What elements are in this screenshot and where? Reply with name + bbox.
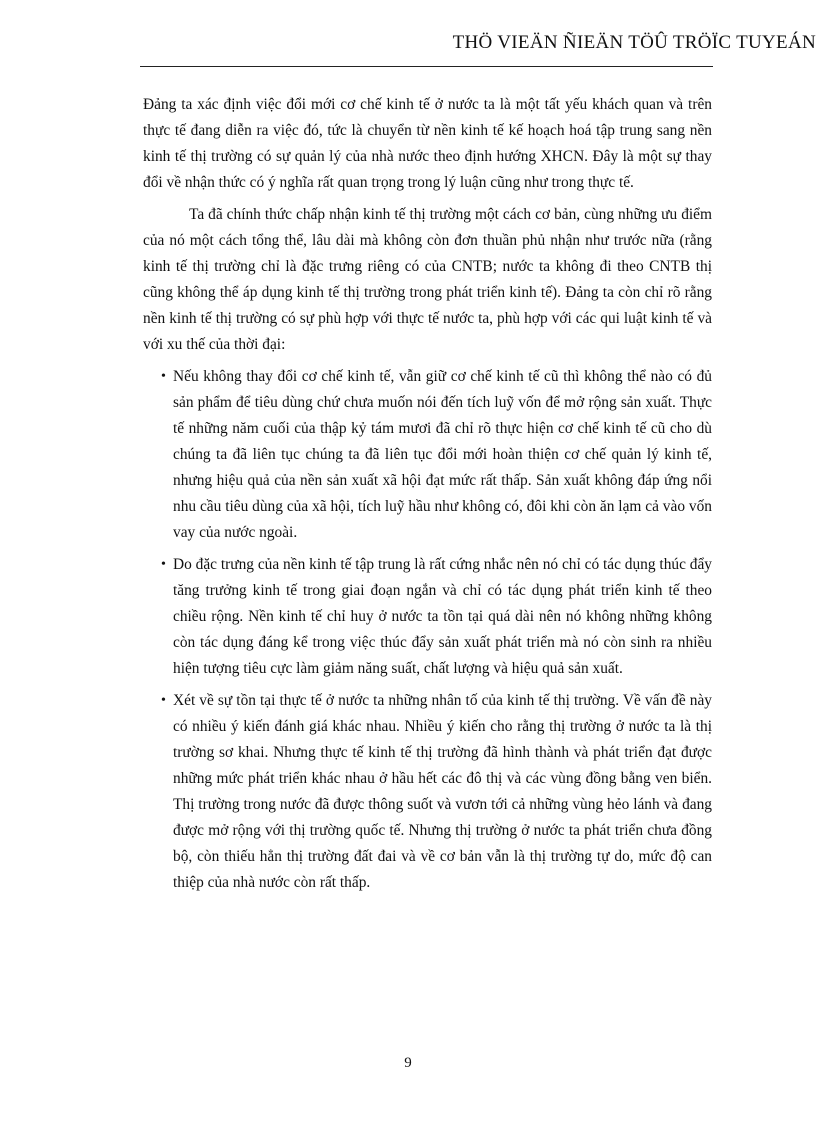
body-paragraph: Ta đã chính thức chấp nhận kinh tế thị trường một cách cơ bản, cùng những ưu điểm của nó một cách tổng thể, lâu dài mà không còn đơn thuần phủ nhận như trước nữa (rằng kinh tế thị trường chỉ là đặc trưng riêng có của CNTB; nước ta không đi theo CNTB thị cũng không thể áp dụng kinh tế thị trường trong phát triển kinh tế). Đảng ta còn chỉ rõ rằng nền kinh tế thị trường có sự phù hợp với thực tế nước ta, phù hợp với các qui luật kinh tế và với xu thế của thời đại: (143, 206, 712, 353)
bullet-dot-icon: • (161, 557, 166, 572)
bullet-text: Do đặc trưng của nền kinh tế tập trung là rất cứng nhắc nên nó chỉ có tác dụng thúc đẩy tăng trưởng kinh tế trong giai đoạn ngắn và chỉ có tác dụng phát triển kinh tế theo chiều rộng. Nền kinh tế chỉ huy ở nước ta tồn tại quá dài nên nó không những không còn tác dụng đáng kể trong việc thúc đẩy sản xuất phát triển mà nó còn sinh ra nhiều hiện tượng tiêu cực làm giảm năng suất, chất lượng và hiệu quả sản xuất. (173, 556, 712, 677)
bullet-text: Nếu không thay đổi cơ chế kinh tế, vẫn giữ cơ chế kinh tế cũ thì không thể nào có đủ sản phẩm để tiêu dùng chứ chưa muốn nói đến tích luỹ vốn để mở rộng sản xuất. Thực tế những năm cuối của thập kỷ tám mươi đã chỉ rõ thực hiện cơ chế kinh tế cũ cho dù chúng ta đã liên tục chúng ta đã liên tục đổi mới hoàn thiện cơ chế quản lý kinh tế, nhưng hiệu quả của nền sản xuất xã hội đạt mức rất thấp. Sản xuất không đáp ứng nổi nhu cầu tiêu dùng của xã hội, tích luỹ hầu như không có, đôi khi còn ăn lạm cả vào vốn vay của nước ngoài. (173, 368, 712, 541)
header-divider (140, 66, 713, 67)
body-paragraph: Đảng ta xác định việc đổi mới cơ chế kinh tế ở nước ta là một tất yếu khách quan và trên thực tế đang diễn ra việc đó, tức là chuyển từ nền kinh tế kế hoạch hoá tập trung sang nền kinh tế thị trường có sự quản lý của nhà nước theo định hướng XHCN. Đây là một sự thay đổi về nhận thức có ý nghĩa rất quan trọng trong lý luận cũng như trong thực tế. (143, 96, 712, 191)
bullet-item (143, 688, 712, 896)
page-number: 9 (404, 1055, 412, 1071)
bullet-dot-icon: • (161, 369, 166, 384)
bullet-list (143, 364, 712, 896)
page-body (143, 92, 712, 902)
running-header-title: THÖ VIEÄN ÑIEÄN TÖÛ TRÖÏC TUYEÁN (452, 32, 816, 53)
bullet-item (143, 364, 712, 546)
bullet-item (143, 552, 712, 682)
bullet-dot-icon: • (161, 693, 166, 708)
bullet-text: Xét về sự tồn tại thực tế ở nước ta những nhân tố của kinh tế thị trường. Về vấn đề này có nhiều ý kiến đánh giá khác nhau. Nhiều ý kiến cho rằng thị trường ở nước ta là thị trường sơ khai. Nhưng thực tế kinh tế thị trường đã hình thành và phát triển đạt được những mức phát triển khác nhau ở hầu hết các đô thị và các vùng đồng bằng ven biển. Thị trường trong nước đã được thông suốt và vươn tới cả những vùng hẻo lánh và đang được mở rộng với thị trường quốc tế. Nhưng thị trường ở nước ta phát triển chưa đồng bộ, còn thiếu hẳn thị trường đất đai và về cơ bản vẫn là thị trường tự do, mức độ can thiệp của nhà nước còn rất thấp. (173, 692, 712, 891)
